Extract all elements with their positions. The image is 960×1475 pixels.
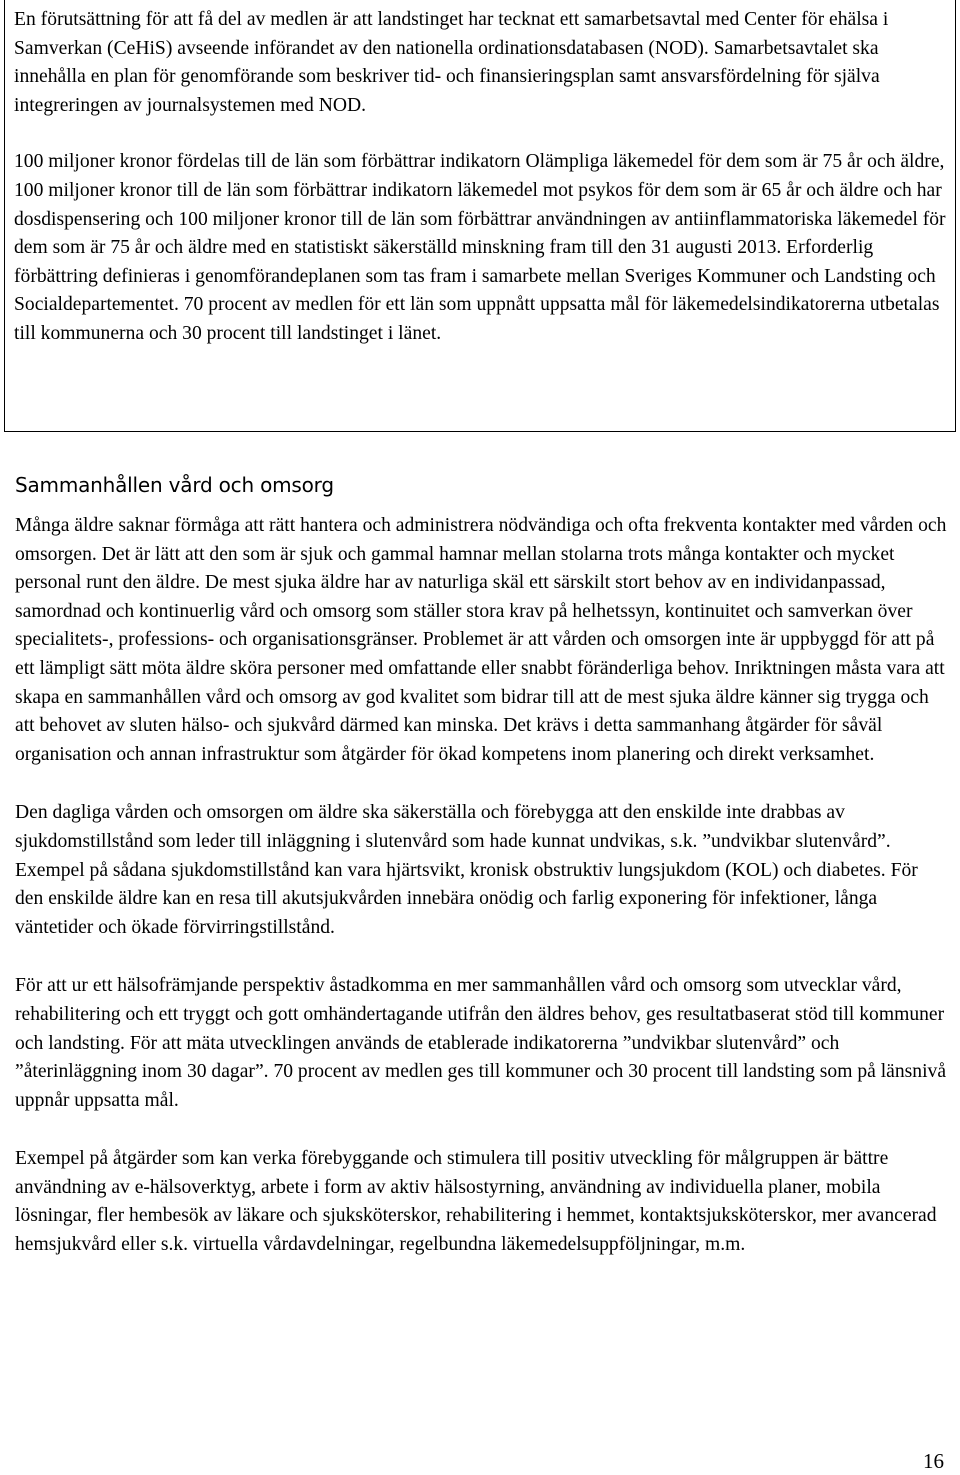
body-paragraph-3: För att ur ett hälsofrämjande perspektiv åstadkomma en mer sammanhållen vård och omsorg som utvecklar vård, rehabilitering och ett tryggt och gott omhändertagande utifrån den äldres behov, ges resultatbaserat stöd till kommuner och landsting. För att mäta utvecklingen används de etablerade indikatorerna ”undvikbar slutenvård” och ”återinläggning inom 30 dagar”. 70 procent av medlen ges till kommuner och 30 procent till landsting som på länsnivå uppnår uppsatta mål.: [15, 975, 947, 1111]
boxed-text-frame: [4, 0, 956, 432]
body-paragraph-1: Många äldre saknar förmåga att rätt hantera och administrera nödvändiga och ofta frekventa kontakter med vården och omsorgen. Det är lätt att den som är sjuk och gammal hamnar mellan stolarna trots många kontakter och mycket personal runt den äldre. De mest sjuka äldre har av naturliga skäl ett särskilt stort behov av en individanpassad, samordnad och kontinuerlig vård och omsorg som ställer stora krav på helhetssyn, kontinuitet och samverkan över specialitets-, professions- och organisationsgränser. Problemet är att vården och omsorgen inte är uppbyggd för att på ett lämpligt sätt möta äldre sköra personer med omfattande eller snabbt föränderliga behov. Inriktningen måsta vara att skapa en sammanhållen vård och omsorg av god kvalitet som bidrar till att de mest sjuka äldre känner sig trygga och att behovet av sluten hälso- och sjukvård därmed kan minska. Det krävs i detta sammanhang åtgärder för såväl organisation och annan infrastruktur som åtgärder för ökad kompetens inom planering och direkt verksamhet.: [15, 515, 947, 765]
section-body: [15, 512, 950, 1260]
body-paragraph-4: Exempel på åtgärder som kan verka förebyggande och stimulera till positiv utveckling för målgruppen är bättre användning av e-hälsoverktyg, arbete i form av aktiv hälsostyrning, användning av individuella planer, mobila lösningar, fler hembesök av läkare och sjuksköterskor, rehabilitering i hemmet, kontaktsjuksköterskor, mer avancerad hemsjukvård eller s.k. virtuella vårdavdelningar, regelbundna läkemedelsuppföljningar, m.m.: [15, 1148, 937, 1256]
page-number: 16: [923, 1449, 944, 1473]
box-paragraph-1: En förutsättning för att få del av medlen är att landstinget har tecknat ett samarbetsavtal med Center för ehälsa i Samverkan (CeHiS) avseende införandet av den nationella ordinationsdatabasen (NOD). Samarbetsavtalet ska innehålla en plan för genomförande som beskriver tid- och finansieringsplan samt ansvarsfördelning för själva integreringen av journalsystemen med NOD.: [14, 9, 889, 116]
section-heading: Sammanhållen vård och omsorg: [15, 473, 334, 497]
body-paragraph-2: Den dagliga vården och omsorgen om äldre ska säkerställa och förebygga att den enskilde inte drabbas av sjukdomstillstånd som leder till inläggning i slutenvård som hade kunnat undvikas, s.k. ”undvikbar slutenvård”. Exempel på sådana sjukdomstillstånd kan vara hjärtsvikt, kronisk obstruktiv lungsjukdom (KOL) och diabetes. För den enskilde äldre kan en resa till akutsjukvården innebära onödig och farlig exponering för infektioner, långa väntetider och ökade förvirringstillstånd.: [15, 802, 918, 938]
box-paragraph-2: 100 miljoner kronor fördelas till de län som förbättrar indikatorn Olämpliga läkemedel för dem som är 75 år och äldre, 100 miljoner kronor till de län som förbättrar indikatorn läkemedel mot psykos för dem som är 65 år och äldre och har dosdispensering och 100 miljoner kronor till de län som förbättrar användningen av antiinflammatoriska läkemedel för dem som är 75 år och äldre med en statistiskt säkerställd minskning fram till den 31 augusti 2013. Erforderlig förbättring definieras i genomförandeplanen som tas fram i samarbete mellan Sveriges Kommuner och Landsting och Socialdepartementet. 70 procent av medlen för ett län som uppnått uppsatta mål för läkemedelsindikatorerna utbetalas till kommunerna och 30 procent till landstinget i länet.: [14, 151, 946, 344]
